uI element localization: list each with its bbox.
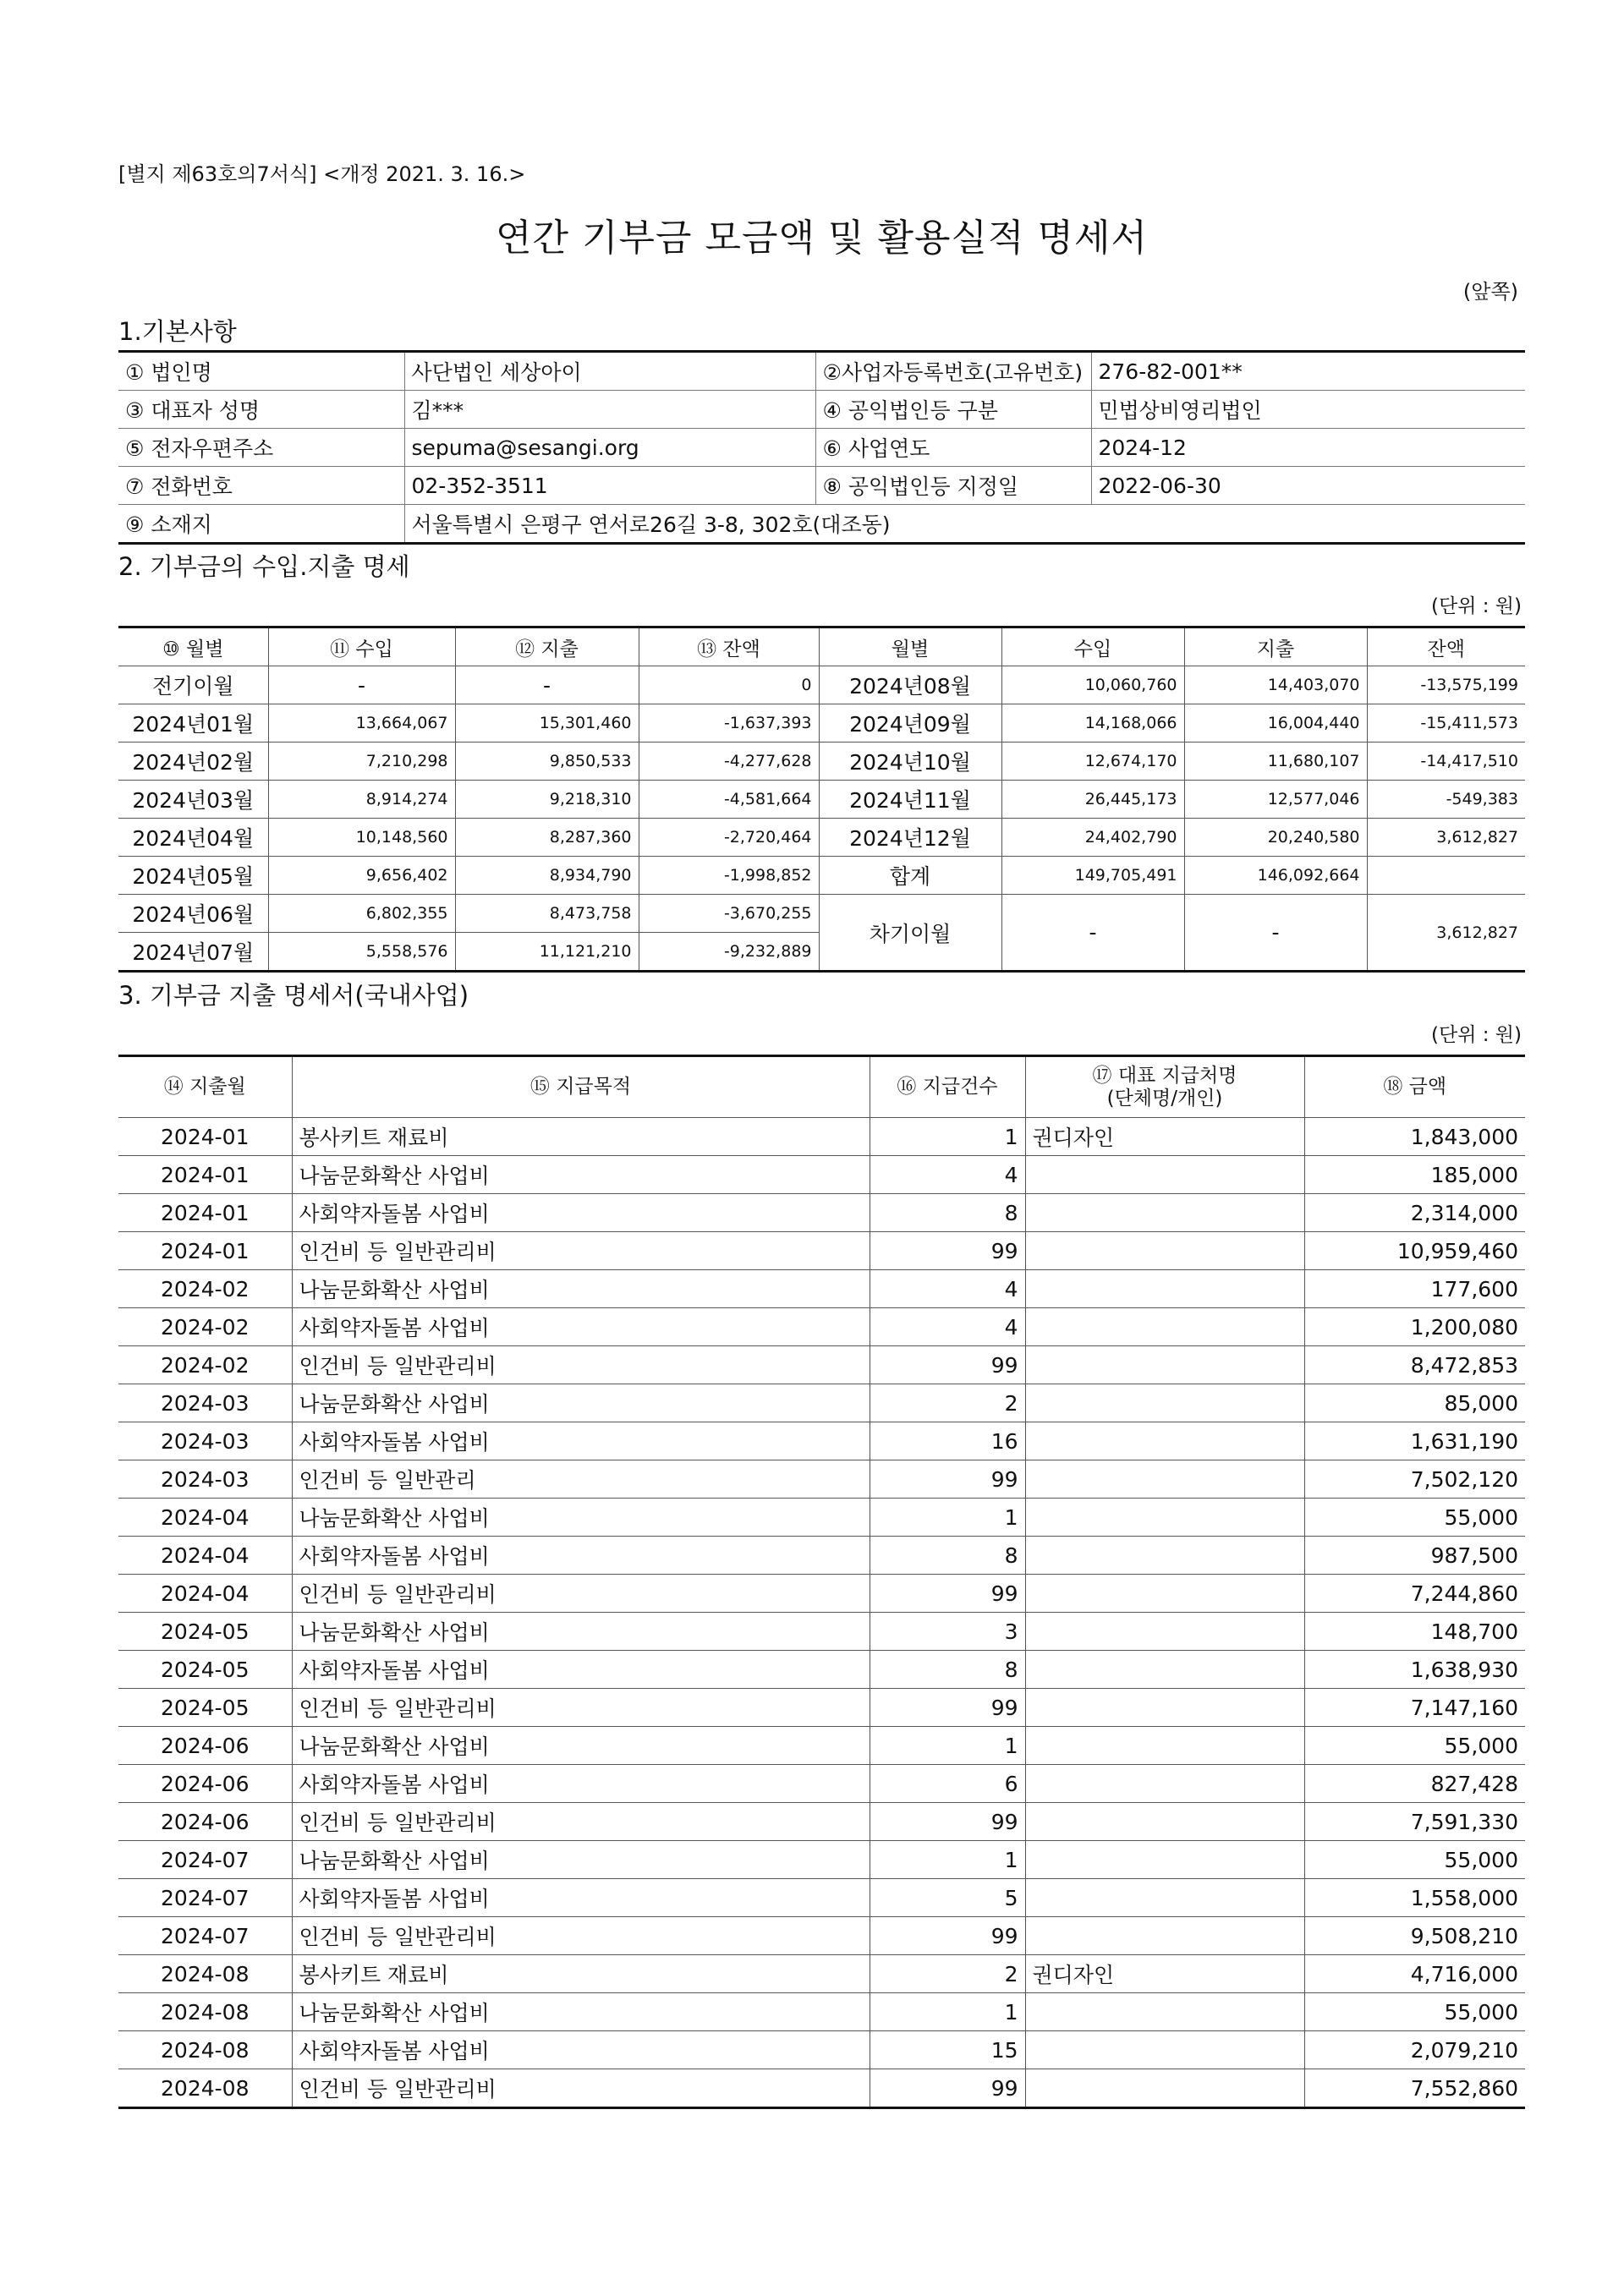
count-cell: 4 bbox=[870, 1270, 1025, 1308]
amount-cell: 8,472,853 bbox=[1304, 1346, 1525, 1384]
expense-month-cell: 2024-03 bbox=[118, 1384, 292, 1422]
expense-month-cell: 2024-04 bbox=[118, 1575, 292, 1613]
balance-cell: -14,417,510 bbox=[1367, 743, 1525, 781]
section1-heading: 1.기본사항 bbox=[118, 317, 237, 346]
expense-month-cell: 2024-02 bbox=[118, 1308, 292, 1346]
table-row bbox=[118, 1422, 1525, 1460]
balance-cell: -3,670,255 bbox=[639, 895, 819, 933]
info-row bbox=[118, 429, 1525, 467]
column-header: ⑩ 월별 bbox=[118, 627, 268, 666]
expense-month-cell: 2024-02 bbox=[118, 1270, 292, 1308]
income-cell: 10,148,560 bbox=[268, 819, 455, 857]
info-row bbox=[118, 352, 1525, 391]
month-cell: 2024년09월 bbox=[819, 704, 1001, 743]
payee-cell bbox=[1025, 1384, 1304, 1422]
table-row bbox=[118, 1689, 1525, 1727]
header-payee bbox=[1025, 1056, 1304, 1118]
income-cell: 7,210,298 bbox=[268, 743, 455, 781]
balance-cell: -13,575,199 bbox=[1367, 666, 1525, 704]
count-cell: 3 bbox=[870, 1613, 1025, 1651]
purpose-cell: 나눔문화확산 사업비 bbox=[292, 1993, 870, 2031]
purpose-cell: 인건비 등 일반관리비 bbox=[292, 1917, 870, 1955]
count-cell: 1 bbox=[870, 1118, 1025, 1156]
income-cell: 8,914,274 bbox=[268, 781, 455, 819]
expense-month-cell: 2024-04 bbox=[118, 1499, 292, 1537]
expense-month-cell: 2024-04 bbox=[118, 1537, 292, 1575]
info-label: ②사업자등록번호(고유번호) bbox=[815, 352, 1091, 391]
payee-cell bbox=[1025, 1765, 1304, 1803]
payee-cell bbox=[1025, 1232, 1304, 1270]
count-cell: 1 bbox=[870, 1841, 1025, 1879]
amount-cell: 7,591,330 bbox=[1304, 1803, 1525, 1841]
expense-cell: 12,577,046 bbox=[1184, 781, 1367, 819]
header-payee-line2: (단체명/개인) bbox=[1106, 1087, 1223, 1110]
expense-cell: 8,287,360 bbox=[455, 819, 639, 857]
amount-cell: 7,552,860 bbox=[1304, 2069, 1525, 2108]
purpose-cell: 인건비 등 일반관리비 bbox=[292, 1232, 870, 1270]
carry-expense-cell: - bbox=[1184, 895, 1367, 972]
amount-cell: 2,079,210 bbox=[1304, 2031, 1525, 2069]
count-cell: 99 bbox=[870, 1803, 1025, 1841]
amount-cell: 10,959,460 bbox=[1304, 1232, 1525, 1270]
payee-cell bbox=[1025, 1727, 1304, 1765]
amount-cell: 55,000 bbox=[1304, 1993, 1525, 2031]
expense-cell: 11,121,210 bbox=[455, 933, 639, 972]
payee-cell bbox=[1025, 1993, 1304, 2031]
table-row bbox=[118, 1499, 1525, 1537]
info-value: 김*** bbox=[404, 391, 815, 429]
header-count: ⑯ 지급건수 bbox=[870, 1056, 1025, 1118]
table-row bbox=[118, 1537, 1525, 1575]
table-row bbox=[118, 1613, 1525, 1651]
info-value: 02-352-3511 bbox=[404, 467, 815, 505]
expense-detail-table bbox=[118, 1055, 1525, 2109]
income-cell: 26,445,173 bbox=[1001, 781, 1184, 819]
income-cell: 149,705,491 bbox=[1001, 857, 1184, 895]
expense-month-cell: 2024-02 bbox=[118, 1346, 292, 1384]
amount-cell: 7,244,860 bbox=[1304, 1575, 1525, 1613]
page-title: 연간 기부금 모금액 및 활용실적 명세서 bbox=[496, 216, 1148, 260]
expense-month-cell: 2024-01 bbox=[118, 1118, 292, 1156]
month-cell: 2024년04월 bbox=[118, 819, 268, 857]
payee-cell bbox=[1025, 1422, 1304, 1460]
page-side-label: (앞쪽) bbox=[1462, 280, 1518, 304]
purpose-cell: 나눔문화확산 사업비 bbox=[292, 1841, 870, 1879]
section3-heading: 3. 기부금 지출 명세서(국내사업) bbox=[118, 981, 469, 1010]
expense-month-cell: 2024-08 bbox=[118, 1955, 292, 1993]
purpose-cell: 사회약자돌봄 사업비 bbox=[292, 1651, 870, 1689]
table-row bbox=[118, 1803, 1525, 1841]
carry-balance-cell: 3,612,827 bbox=[1367, 895, 1525, 972]
amount-cell: 1,843,000 bbox=[1304, 1118, 1525, 1156]
income-cell: 14,168,066 bbox=[1001, 704, 1184, 743]
section2-unit: (단위 : 원) bbox=[1431, 595, 1522, 617]
purpose-cell: 인건비 등 일반관리비 bbox=[292, 1346, 870, 1384]
month-cell: 2024년10월 bbox=[819, 743, 1001, 781]
payee-cell bbox=[1025, 1575, 1304, 1613]
income-cell: 24,402,790 bbox=[1001, 819, 1184, 857]
count-cell: 1 bbox=[870, 1727, 1025, 1765]
expense-month-cell: 2024-06 bbox=[118, 1765, 292, 1803]
basic-info-table bbox=[118, 350, 1525, 545]
info-label: ① 법인명 bbox=[125, 360, 212, 385]
expense-cell: 15,301,460 bbox=[455, 704, 639, 743]
column-header: 수입 bbox=[1001, 627, 1184, 666]
count-cell: 8 bbox=[870, 1537, 1025, 1575]
column-header: 잔액 bbox=[1367, 627, 1525, 666]
month-cell: 2024년07월 bbox=[118, 933, 268, 972]
table-row bbox=[118, 1651, 1525, 1689]
amount-cell: 55,000 bbox=[1304, 1727, 1525, 1765]
info-label: ④ 공익법인등 구분 bbox=[815, 391, 1091, 429]
expense-month-cell: 2024-03 bbox=[118, 1460, 292, 1499]
table-row bbox=[118, 857, 1525, 895]
month-cell: 2024년05월 bbox=[118, 857, 268, 895]
amount-cell: 85,000 bbox=[1304, 1384, 1525, 1422]
table-row bbox=[118, 1232, 1525, 1270]
income-cell: 13,664,067 bbox=[268, 704, 455, 743]
purpose-cell: 나눔문화확산 사업비 bbox=[292, 1499, 870, 1537]
table-row bbox=[118, 1460, 1525, 1499]
count-cell: 99 bbox=[870, 1917, 1025, 1955]
purpose-cell: 인건비 등 일반관리비 bbox=[292, 2069, 870, 2108]
payee-cell bbox=[1025, 1308, 1304, 1346]
purpose-cell: 사회약자돌봄 사업비 bbox=[292, 1879, 870, 1917]
expense-cell: 8,473,758 bbox=[455, 895, 639, 933]
info-label: ⑦ 전화번호 bbox=[118, 467, 404, 505]
address-value: 서울특별시 은평구 연서로26길 3-8, 302호(대조동) bbox=[404, 505, 1525, 544]
expense-cell: - bbox=[455, 666, 639, 704]
month-cell: 2024년12월 bbox=[819, 819, 1001, 857]
expense-cell: 20,240,580 bbox=[1184, 819, 1367, 857]
expense-cell: 9,218,310 bbox=[455, 781, 639, 819]
balance-cell: -1,637,393 bbox=[639, 704, 819, 743]
month-cell: 전기이월 bbox=[118, 666, 268, 704]
amount-cell: 987,500 bbox=[1304, 1537, 1525, 1575]
amount-cell: 1,631,190 bbox=[1304, 1422, 1525, 1460]
section3-unit: (단위 : 원) bbox=[1431, 1024, 1522, 1046]
count-cell: 8 bbox=[870, 1651, 1025, 1689]
section2-heading: 2. 기부금의 수입.지출 명세 bbox=[118, 552, 410, 581]
balance-cell: -549,383 bbox=[1367, 781, 1525, 819]
expense-month-cell: 2024-07 bbox=[118, 1879, 292, 1917]
table-row bbox=[118, 2031, 1525, 2069]
info-value: sepuma@sesangi.org bbox=[404, 429, 815, 467]
count-cell: 2 bbox=[870, 1955, 1025, 1993]
purpose-cell: 인건비 등 일반관리비 bbox=[292, 1689, 870, 1727]
amount-cell: 1,200,080 bbox=[1304, 1308, 1525, 1346]
table-row bbox=[118, 1879, 1525, 1917]
expense-month-cell: 2024-03 bbox=[118, 1422, 292, 1460]
amount-cell: 55,000 bbox=[1304, 1841, 1525, 1879]
expense-month-cell: 2024-01 bbox=[118, 1156, 292, 1194]
table-row bbox=[118, 1194, 1525, 1232]
info-value: 2022-06-30 bbox=[1091, 467, 1525, 505]
count-cell: 8 bbox=[870, 1194, 1025, 1232]
count-cell: 4 bbox=[870, 1156, 1025, 1194]
expense-month-cell: 2024-08 bbox=[118, 1993, 292, 2031]
month-cell: 2024년02월 bbox=[118, 743, 268, 781]
info-value: 민법상비영리법인 bbox=[1091, 391, 1525, 429]
count-cell: 4 bbox=[870, 1308, 1025, 1346]
form-number: [별지 제63호의7서식] <개정 2021. 3. 16.> bbox=[118, 162, 526, 186]
amount-cell: 7,502,120 bbox=[1304, 1460, 1525, 1499]
month-cell: 2024년03월 bbox=[118, 781, 268, 819]
expense-cell: 16,004,440 bbox=[1184, 704, 1367, 743]
payee-cell bbox=[1025, 1917, 1304, 1955]
income-cell: 9,656,402 bbox=[268, 857, 455, 895]
count-cell: 99 bbox=[870, 1689, 1025, 1727]
amount-cell: 55,000 bbox=[1304, 1499, 1525, 1537]
amount-cell: 1,558,000 bbox=[1304, 1879, 1525, 1917]
amount-cell: 9,508,210 bbox=[1304, 1917, 1525, 1955]
purpose-cell: 사회약자돌봄 사업비 bbox=[292, 1537, 870, 1575]
purpose-cell: 나눔문화확산 사업비 bbox=[292, 1156, 870, 1194]
expense-month-cell: 2024-01 bbox=[118, 1194, 292, 1232]
payee-cell bbox=[1025, 1689, 1304, 1727]
count-cell: 15 bbox=[870, 2031, 1025, 2069]
month-cell: 2024년06월 bbox=[118, 895, 268, 933]
count-cell: 99 bbox=[870, 2069, 1025, 2108]
payee-cell bbox=[1025, 1499, 1304, 1537]
table-row bbox=[118, 1346, 1525, 1384]
expense-month-cell: 2024-05 bbox=[118, 1613, 292, 1651]
expense-cell: 14,403,070 bbox=[1184, 666, 1367, 704]
amount-cell: 827,428 bbox=[1304, 1765, 1525, 1803]
table-row bbox=[118, 1308, 1525, 1346]
month-cell: 2024년11월 bbox=[819, 781, 1001, 819]
info-value: 사단법인 세상아이 bbox=[404, 352, 815, 391]
purpose-cell: 나눔문화확산 사업비 bbox=[292, 1270, 870, 1308]
payee-cell bbox=[1025, 1879, 1304, 1917]
table-row bbox=[118, 1955, 1525, 1993]
payee-cell bbox=[1025, 1346, 1304, 1384]
payee-cell bbox=[1025, 1651, 1304, 1689]
amount-cell: 148,700 bbox=[1304, 1613, 1525, 1651]
payee-cell: 권디자인 bbox=[1025, 1955, 1304, 1993]
month-cell: 2024년08월 bbox=[819, 666, 1001, 704]
purpose-cell: 사회약자돌봄 사업비 bbox=[292, 1194, 870, 1232]
purpose-cell: 사회약자돌봄 사업비 bbox=[292, 1308, 870, 1346]
info-label: ⑥ 사업연도 bbox=[815, 429, 1091, 467]
column-header: ⑫ 지출 bbox=[455, 627, 639, 666]
balance-cell: -15,411,573 bbox=[1367, 704, 1525, 743]
table-row bbox=[118, 743, 1525, 781]
payee-cell bbox=[1025, 1460, 1304, 1499]
expense-month-cell: 2024-07 bbox=[118, 1917, 292, 1955]
balance-cell: -4,277,628 bbox=[639, 743, 819, 781]
info-row bbox=[118, 391, 1525, 429]
amount-cell: 4,716,000 bbox=[1304, 1955, 1525, 1993]
payee-cell bbox=[1025, 1841, 1304, 1879]
expense-cell: 146,092,664 bbox=[1184, 857, 1367, 895]
expense-cell: 9,850,533 bbox=[455, 743, 639, 781]
table-row bbox=[118, 1993, 1525, 2031]
month-cell: 2024년01월 bbox=[118, 704, 268, 743]
expense-month-cell: 2024-06 bbox=[118, 1727, 292, 1765]
count-cell: 16 bbox=[870, 1422, 1025, 1460]
purpose-cell: 나눔문화확산 사업비 bbox=[292, 1384, 870, 1422]
income-cell: 6,802,355 bbox=[268, 895, 455, 933]
table-row bbox=[118, 1765, 1525, 1803]
expense-month-cell: 2024-05 bbox=[118, 1689, 292, 1727]
payee-cell bbox=[1025, 2031, 1304, 2069]
amount-cell: 2,314,000 bbox=[1304, 1194, 1525, 1232]
payee-cell bbox=[1025, 1156, 1304, 1194]
count-cell: 2 bbox=[870, 1384, 1025, 1422]
carry-month-cell: 차기이월 bbox=[819, 895, 1001, 972]
income-expense-table bbox=[118, 626, 1525, 973]
amount-cell: 1,638,930 bbox=[1304, 1651, 1525, 1689]
table-row bbox=[118, 1156, 1525, 1194]
table-row bbox=[118, 704, 1525, 743]
balance-cell: 3,612,827 bbox=[1367, 819, 1525, 857]
expense-cell: 8,934,790 bbox=[455, 857, 639, 895]
column-header: 지출 bbox=[1184, 627, 1367, 666]
info-label: ③ 대표자 성명 bbox=[118, 391, 404, 429]
header-payee-line1: ⑰ 대표 지급처명 bbox=[1092, 1064, 1237, 1087]
table-row bbox=[118, 1727, 1525, 1765]
table-row bbox=[118, 1575, 1525, 1613]
info-value: 2024-12 bbox=[1091, 429, 1525, 467]
amount-cell: 185,000 bbox=[1304, 1156, 1525, 1194]
info-label: ⑤ 전자우편주소 bbox=[118, 429, 404, 467]
payee-cell bbox=[1025, 2069, 1304, 2108]
payee-cell bbox=[1025, 1537, 1304, 1575]
info-value: 276-82-001** bbox=[1091, 352, 1525, 391]
purpose-cell: 인건비 등 일반관리 bbox=[292, 1460, 870, 1499]
count-cell: 6 bbox=[870, 1765, 1025, 1803]
expense-cell: 11,680,107 bbox=[1184, 743, 1367, 781]
table-row bbox=[118, 666, 1525, 704]
count-cell: 1 bbox=[870, 1499, 1025, 1537]
purpose-cell: 나눔문화확산 사업비 bbox=[292, 1613, 870, 1651]
address-label: ⑨ 소재지 bbox=[118, 505, 404, 544]
income-cell: 10,060,760 bbox=[1001, 666, 1184, 704]
table-row bbox=[118, 819, 1525, 857]
month-cell: 합계 bbox=[819, 857, 1001, 895]
balance-cell: -1,998,852 bbox=[639, 857, 819, 895]
count-cell: 99 bbox=[870, 1575, 1025, 1613]
expense-month-cell: 2024-01 bbox=[118, 1232, 292, 1270]
purpose-cell: 사회약자돌봄 사업비 bbox=[292, 1765, 870, 1803]
expense-month-cell: 2024-05 bbox=[118, 1651, 292, 1689]
income-cell: 5,558,576 bbox=[268, 933, 455, 972]
count-cell: 99 bbox=[870, 1232, 1025, 1270]
table-row bbox=[118, 781, 1525, 819]
expense-month-cell: 2024-08 bbox=[118, 2031, 292, 2069]
expense-month-cell: 2024-07 bbox=[118, 1841, 292, 1879]
purpose-cell: 인건비 등 일반관리비 bbox=[292, 1803, 870, 1841]
header-expense-month: ⑭ 지출월 bbox=[118, 1056, 292, 1118]
income-cell: - bbox=[268, 666, 455, 704]
table-row bbox=[118, 2069, 1525, 2108]
table-row bbox=[118, 1917, 1525, 1955]
count-cell: 1 bbox=[870, 1993, 1025, 2031]
header-amount: ⑱ 금액 bbox=[1304, 1056, 1525, 1118]
balance-cell: 0 bbox=[639, 666, 819, 704]
table-row bbox=[118, 895, 1525, 933]
balance-cell: -2,720,464 bbox=[639, 819, 819, 857]
purpose-cell: 봉사키트 재료비 bbox=[292, 1118, 870, 1156]
count-cell: 99 bbox=[870, 1460, 1025, 1499]
info-label: ⑧ 공익법인등 지정일 bbox=[815, 467, 1091, 505]
header-purpose: ⑮ 지급목적 bbox=[292, 1056, 870, 1118]
purpose-cell: 인건비 등 일반관리비 bbox=[292, 1575, 870, 1613]
info-row bbox=[118, 467, 1525, 505]
balance-cell: -9,232,889 bbox=[639, 933, 819, 972]
column-header: ⑬ 잔액 bbox=[639, 627, 819, 666]
payee-cell: 권디자인 bbox=[1025, 1118, 1304, 1156]
expense-month-cell: 2024-08 bbox=[118, 2069, 292, 2108]
table-row bbox=[118, 1841, 1525, 1879]
column-header: 월별 bbox=[819, 627, 1001, 666]
balance-cell bbox=[1367, 857, 1525, 895]
table-row bbox=[118, 1270, 1525, 1308]
info-row-address bbox=[118, 505, 1525, 544]
amount-cell: 7,147,160 bbox=[1304, 1689, 1525, 1727]
payee-cell bbox=[1025, 1270, 1304, 1308]
count-cell: 5 bbox=[870, 1879, 1025, 1917]
purpose-cell: 봉사키트 재료비 bbox=[292, 1955, 870, 1993]
amount-cell: 177,600 bbox=[1304, 1270, 1525, 1308]
payee-cell bbox=[1025, 1194, 1304, 1232]
column-header: ⑪ 수입 bbox=[268, 627, 455, 666]
payee-cell bbox=[1025, 1613, 1304, 1651]
balance-cell: -4,581,664 bbox=[639, 781, 819, 819]
table-row bbox=[118, 1384, 1525, 1422]
purpose-cell: 나눔문화확산 사업비 bbox=[292, 1727, 870, 1765]
purpose-cell: 사회약자돌봄 사업비 bbox=[292, 2031, 870, 2069]
carry-income-cell: - bbox=[1001, 895, 1184, 972]
table-row bbox=[118, 1118, 1525, 1156]
expense-month-cell: 2024-06 bbox=[118, 1803, 292, 1841]
payee-cell bbox=[1025, 1803, 1304, 1841]
income-cell: 12,674,170 bbox=[1001, 743, 1184, 781]
purpose-cell: 사회약자돌봄 사업비 bbox=[292, 1422, 870, 1460]
count-cell: 99 bbox=[870, 1346, 1025, 1384]
